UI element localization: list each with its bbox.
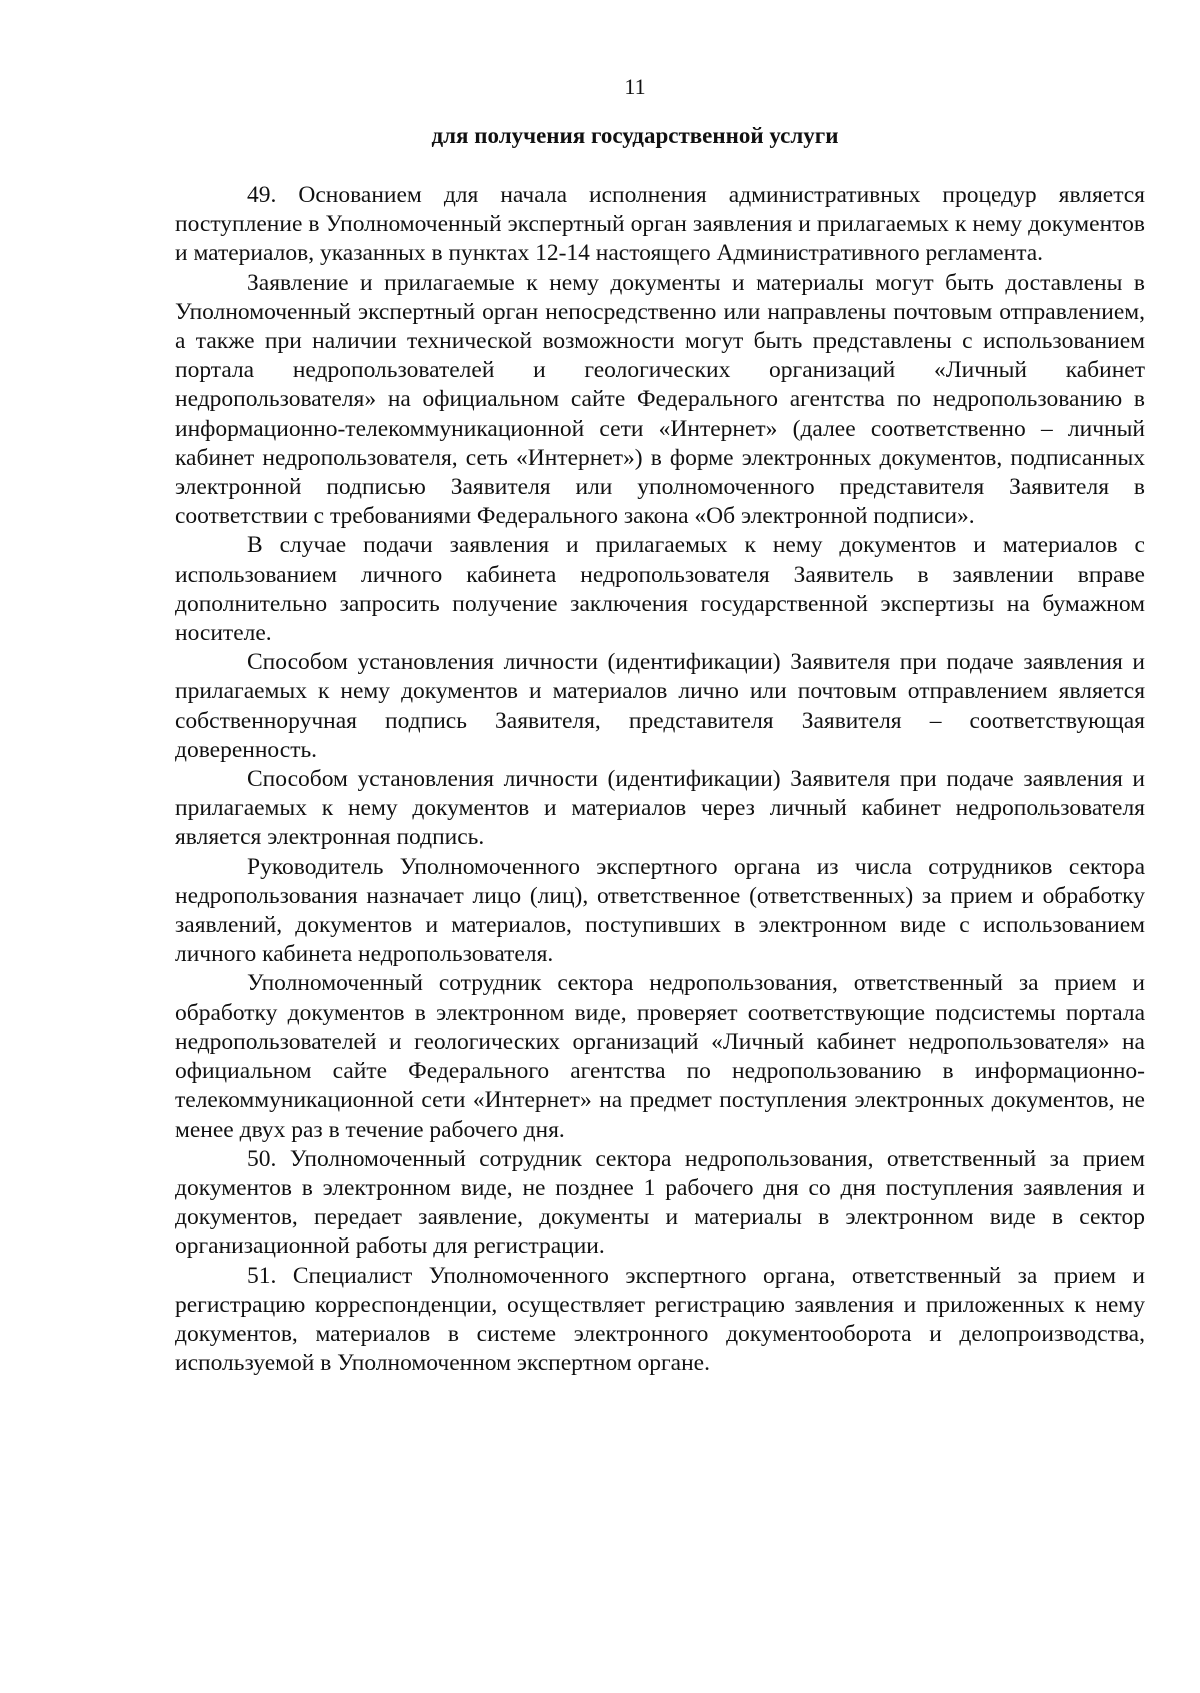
paragraph-paper-copy-request: В случае подачи заявления и прилагаемых к нему документов и материалов с использованием личного кабинета недропользователя Заявитель в заявлении вправе дополнительно запросить получение заключения государственной экспертизы на бумажном носителе. (175, 532, 1145, 647)
paragraph-submission-methods: Заявление и прилагаемые к нему документы и материалы могут быть доставлены в Уполномоченный экспертный орган непосредственно или направлены почтовым отправлением, а также при наличии технической возможности могут быть представлены с использованием портала недропользователей и геологических организаций «Личный кабинет недропользователя» на официальном сайте Федерального агентства по недропользованию в информационно-телекоммуникационной сети «Интернет» (далее соответственно – личный кабинет недропользователя, сеть «Интернет») в форме электронных документов, подписанных электронной подписью Заявителя или уполномоченного представителя Заявителя в соответствии с требованиями Федерального закона «Об электронной подписи». (175, 269, 1145, 530)
document-body (175, 181, 1145, 1378)
paragraph-responsible-person: Руководитель Уполномоченного экспертного органа из числа сотрудников сектора недропользования назначает лицо (лиц), ответственное (ответственных) за прием и обработку заявлений, документов и материалов, поступивших в электронном виде с использованием личного кабинета недропользователя. (175, 853, 1145, 968)
paragraph-50: 50. Уполномоченный сотрудник сектора недропользования, ответственный за прием документов в электронном виде, не позднее 1 рабочего дня со дня поступления заявления и документов, передает заявление, документы и материалы в электронном виде в сектор организационной работы для регистрации. (175, 1145, 1145, 1260)
paragraph-51: 51. Специалист Уполномоченного экспертного органа, ответственный за прием и регистрацию корреспонденции, осуществляет регистрацию заявления и приложенных к нему документов, материалов в системе электронного документооборота и делопроизводства, используемой в Уполномоченном экспертном органе. (175, 1262, 1145, 1377)
paragraph-identification-online: Способом установления личности (идентификации) Заявителя при подаче заявления и прилагаемых к нему документов и материалов через личный кабинет недропользователя является электронная подпись. (175, 766, 1145, 851)
section-title: для получения государственной услуги (431, 123, 839, 148)
page-number: 11 (624, 74, 646, 99)
paragraph-portal-check: Уполномоченный сотрудник сектора недропользования, ответственный за прием и обработку документов в электронном виде, проверяет соответствующие подсистемы портала недропользователей и геологических организаций «Личный кабинет недропользователя» на официальном сайте Федерального агентства по недропользованию в информационно-телекоммуникационной сети «Интернет» на предмет поступления электронных документов, не менее двух раз в течение рабочего дня. (175, 970, 1145, 1143)
paragraph-identification-in-person: Способом установления личности (идентификации) Заявителя при подаче заявления и прилагаемых к нему документов и материалов лично или почтовым отправлением является собственноручная подпись Заявителя, представителя Заявителя – соответствующая доверенность. (175, 649, 1145, 763)
paragraph-49: 49. Основанием для начала исполнения административных процедур является поступление в Уполномоченный экспертный орган заявления и прилагаемых к нему документов и материалов, указанных в пунктах 12-14 настоящего Административного регламента. (175, 182, 1145, 267)
